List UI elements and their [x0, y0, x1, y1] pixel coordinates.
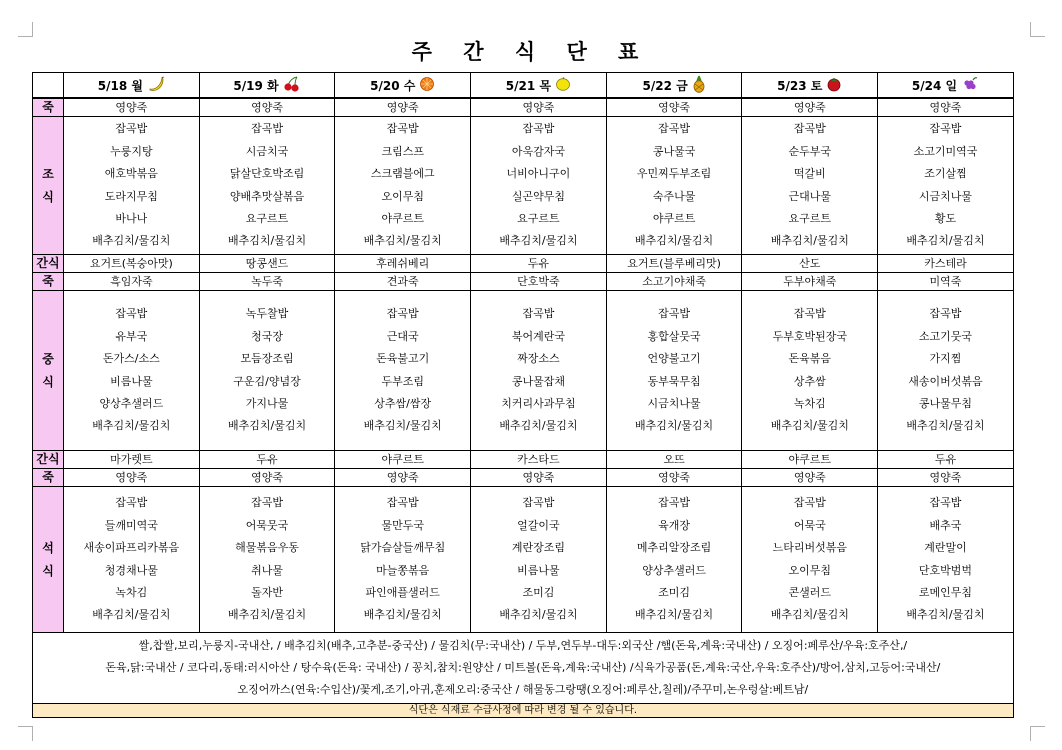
- dinner-row: [33, 487, 1014, 633]
- page-title: 주 간 식 단 표: [411, 40, 651, 64]
- menu-cell: 두부야채죽: [742, 273, 878, 291]
- row-label-dinner: 석 식: [33, 487, 64, 633]
- menu-cell: 영양죽: [335, 98, 471, 117]
- menu-cell: 오뜨: [606, 451, 742, 469]
- row-label-snack: 간식: [33, 255, 64, 273]
- page-corner-mark: [1030, 726, 1045, 741]
- menu-cell: 영양죽: [606, 98, 742, 117]
- footer-row: [33, 704, 1014, 718]
- menu-cell: 잡곡밥 근대국 돈육불고기 두부조림 상추쌈/쌈장 배추김치/물김치: [335, 291, 471, 451]
- row-label-breakfast: 조 식: [33, 117, 64, 255]
- lunch-porridge-row: [33, 273, 1014, 291]
- menu-cell: 영양죽: [471, 98, 607, 117]
- weekly-menu-table: [32, 72, 1014, 718]
- menu-cell: 영양죽: [199, 469, 335, 487]
- row-label-porridge: 죽: [33, 469, 64, 487]
- menu-cell: 잡곡밥 배추국 계란말이 단호박범벅 로메인무침 배추김치/물김치: [878, 487, 1014, 633]
- day-header: 5/18 월: [64, 73, 200, 99]
- menu-cell: 녹두찰밥 청국장 모듬장조림 구운김/양념장 가지나물 배추김치/물김치: [199, 291, 335, 451]
- day-header-row: [33, 73, 1014, 99]
- menu-cell: 견과죽: [335, 273, 471, 291]
- menu-cell: 영양죽: [64, 98, 200, 117]
- menu-cell: 잡곡밥 소고기뭇국 가지찜 새송이버섯볶음 콩나물무침 배추김치/물김치: [878, 291, 1014, 451]
- page-corner-mark: [18, 22, 33, 37]
- menu-cell: 카스테라: [878, 255, 1014, 273]
- pineapple-icon: [692, 75, 706, 96]
- menu-cell: 영양죽: [199, 98, 335, 117]
- snack-row-2: [33, 451, 1014, 469]
- morning-porridge-row: [33, 98, 1014, 117]
- menu-cell: 영양죽: [878, 98, 1014, 117]
- day-header: 5/21 목: [471, 73, 607, 99]
- menu-cell: 잡곡밥 크림스프 스크램블에그 오이무침 야쿠르트 배추김치/물김치: [335, 117, 471, 255]
- tomato-icon: [826, 76, 842, 95]
- menu-cell: 영양죽: [606, 469, 742, 487]
- origin-notes: 쌀,찹쌀,보리,누룽지-국내산, / 배추김치(배추,고추분-중국산) / 물김치(무:국내산) / 두부,연두부-대두:외국산 /햄(돈육,계육:국내산) / 오징어:페루산/우육:호주산,/ 돈육,닭:국내산 / 코다리,동태:러시아산 / 탕수육(돈육: 국내산) / 꽁치,참치:원양산 / 미트볼(돈육,계육:국내산) /식육가공품(돈,계육:국산,우육:호주산)/방어,삼치,고등어:국내산/ 오징어까스(연육:수입산)/꽃게,조기,아귀,훈제오리:중국산 / 해물동그랑땡(오징어:페루산,칠레)/주꾸미,논우렁살:베트남/: [33, 633, 1014, 704]
- menu-cell: 영양죽: [64, 469, 200, 487]
- menu-cell: 마가렛트: [64, 451, 200, 469]
- menu-cell: 잡곡밥 들깨미역국 새송이파프리카볶음 청경채나물 녹차김 배추김치/물김치: [64, 487, 200, 633]
- menu-cell: 영양죽: [742, 469, 878, 487]
- menu-cell: 잡곡밥 물만두국 닭가슴살들깨무침 마늘쫑볶음 파인애플샐러드 배추김치/물김치: [335, 487, 471, 633]
- breakfast-row: [33, 117, 1014, 255]
- menu-cell: 후레쉬베리: [335, 255, 471, 273]
- menu-cell: 잡곡밥 콩나물국 우민찌두부조림 숙주나물 야쿠르트 배추김치/물김치: [606, 117, 742, 255]
- banana-icon: [147, 76, 165, 95]
- menu-cell: 영양죽: [878, 469, 1014, 487]
- cherry-icon: [283, 76, 301, 95]
- menu-cell: 야쿠르트: [335, 451, 471, 469]
- menu-cell: 미역죽: [878, 273, 1014, 291]
- menu-cell: 영양죽: [742, 98, 878, 117]
- row-label-porridge: 죽: [33, 98, 64, 117]
- menu-cell: 잡곡밥 두부호박된장국 돈육볶음 상추쌈 녹차김 배추김치/물김치: [742, 291, 878, 451]
- menu-cell: 잡곡밥 어묵뭇국 해물볶음우동 취나물 돌자반 배추김치/물김치: [199, 487, 335, 633]
- menu-cell: 두유: [471, 255, 607, 273]
- corner-cell: [33, 73, 64, 99]
- footer-note: 식단은 식재료 수급사정에 따라 변경 될 수 있습니다.: [33, 704, 1014, 718]
- menu-cell: 요거트(블루베리맛): [606, 255, 742, 273]
- menu-cell: 흑임자죽: [64, 273, 200, 291]
- lunch-row: [33, 291, 1014, 451]
- menu-cell: 요거트(복숭아맛): [64, 255, 200, 273]
- snack-row-1: [33, 255, 1014, 273]
- menu-cell: 야쿠르트: [742, 451, 878, 469]
- day-header: 5/19 화: [199, 73, 335, 99]
- menu-cell: 두유: [878, 451, 1014, 469]
- menu-cell: 잡곡밥 얼갈이국 계란장조림 비름나물 조미김 배추김치/물김치: [471, 487, 607, 633]
- row-label-snack: 간식: [33, 451, 64, 469]
- evening-porridge-row: [33, 469, 1014, 487]
- menu-cell: 잡곡밥 시금치국 닭살단호박조림 양배추맛살볶음 요구르트 배추김치/물김치: [199, 117, 335, 255]
- menu-cell: 녹두죽: [199, 273, 335, 291]
- menu-cell: 잡곡밥 유부국 돈가스/소스 비름나물 양상추샐러드 배추김치/물김치: [64, 291, 200, 451]
- orange-icon: [419, 76, 435, 95]
- lemon-icon: [555, 76, 571, 95]
- page-corner-mark: [18, 726, 33, 741]
- menu-cell: 잡곡밥 소고기미역국 조기살찜 시금치나물 황도 배추김치/물김치: [878, 117, 1014, 255]
- day-header: 5/20 수: [335, 73, 471, 99]
- row-label-lunch: 중 식: [33, 291, 64, 451]
- origin-notes-row: [33, 633, 1014, 704]
- menu-cell: 영양죽: [471, 469, 607, 487]
- day-header: 5/22 금: [606, 73, 742, 99]
- menu-cell: 잡곡밥 홍합살뭇국 언양불고기 동부묵무침 시금치나물 배추김치/물김치: [606, 291, 742, 451]
- menu-cell: 잡곡밥 육개장 메추리알장조림 양상추샐러드 조미김 배추김치/물김치: [606, 487, 742, 633]
- menu-cell: 땅콩샌드: [199, 255, 335, 273]
- menu-cell: 잡곡밥 누룽지탕 애호박볶음 도라지무침 바나나 배추김치/물김치: [64, 117, 200, 255]
- page-corner-mark: [1030, 22, 1045, 37]
- day-header: 5/23 토: [742, 73, 878, 99]
- menu-cell: 잡곡밥 아욱감자국 너비아니구이 실곤약무침 요구르트 배추김치/물김치: [471, 117, 607, 255]
- menu-cell: 카스타드: [471, 451, 607, 469]
- menu-cell: 잡곡밥 북어계란국 짜장소스 콩나물잡채 치커리사과무침 배추김치/물김치: [471, 291, 607, 451]
- menu-cell: 산도: [742, 255, 878, 273]
- menu-cell: 잡곡밥 순두부국 떡갈비 근대나물 요구르트 배추김치/물김치: [742, 117, 878, 255]
- row-label-porridge: 죽: [33, 273, 64, 291]
- grape-icon: [961, 76, 979, 95]
- menu-cell: 두유: [199, 451, 335, 469]
- menu-cell: 잡곡밥 어묵국 느타리버섯볶음 오이무침 콘샐러드 배추김치/물김치: [742, 487, 878, 633]
- menu-cell: 단호박죽: [471, 273, 607, 291]
- day-header: 5/24 일: [878, 73, 1014, 99]
- menu-cell: 소고기야채죽: [606, 273, 742, 291]
- menu-cell: 영양죽: [335, 469, 471, 487]
